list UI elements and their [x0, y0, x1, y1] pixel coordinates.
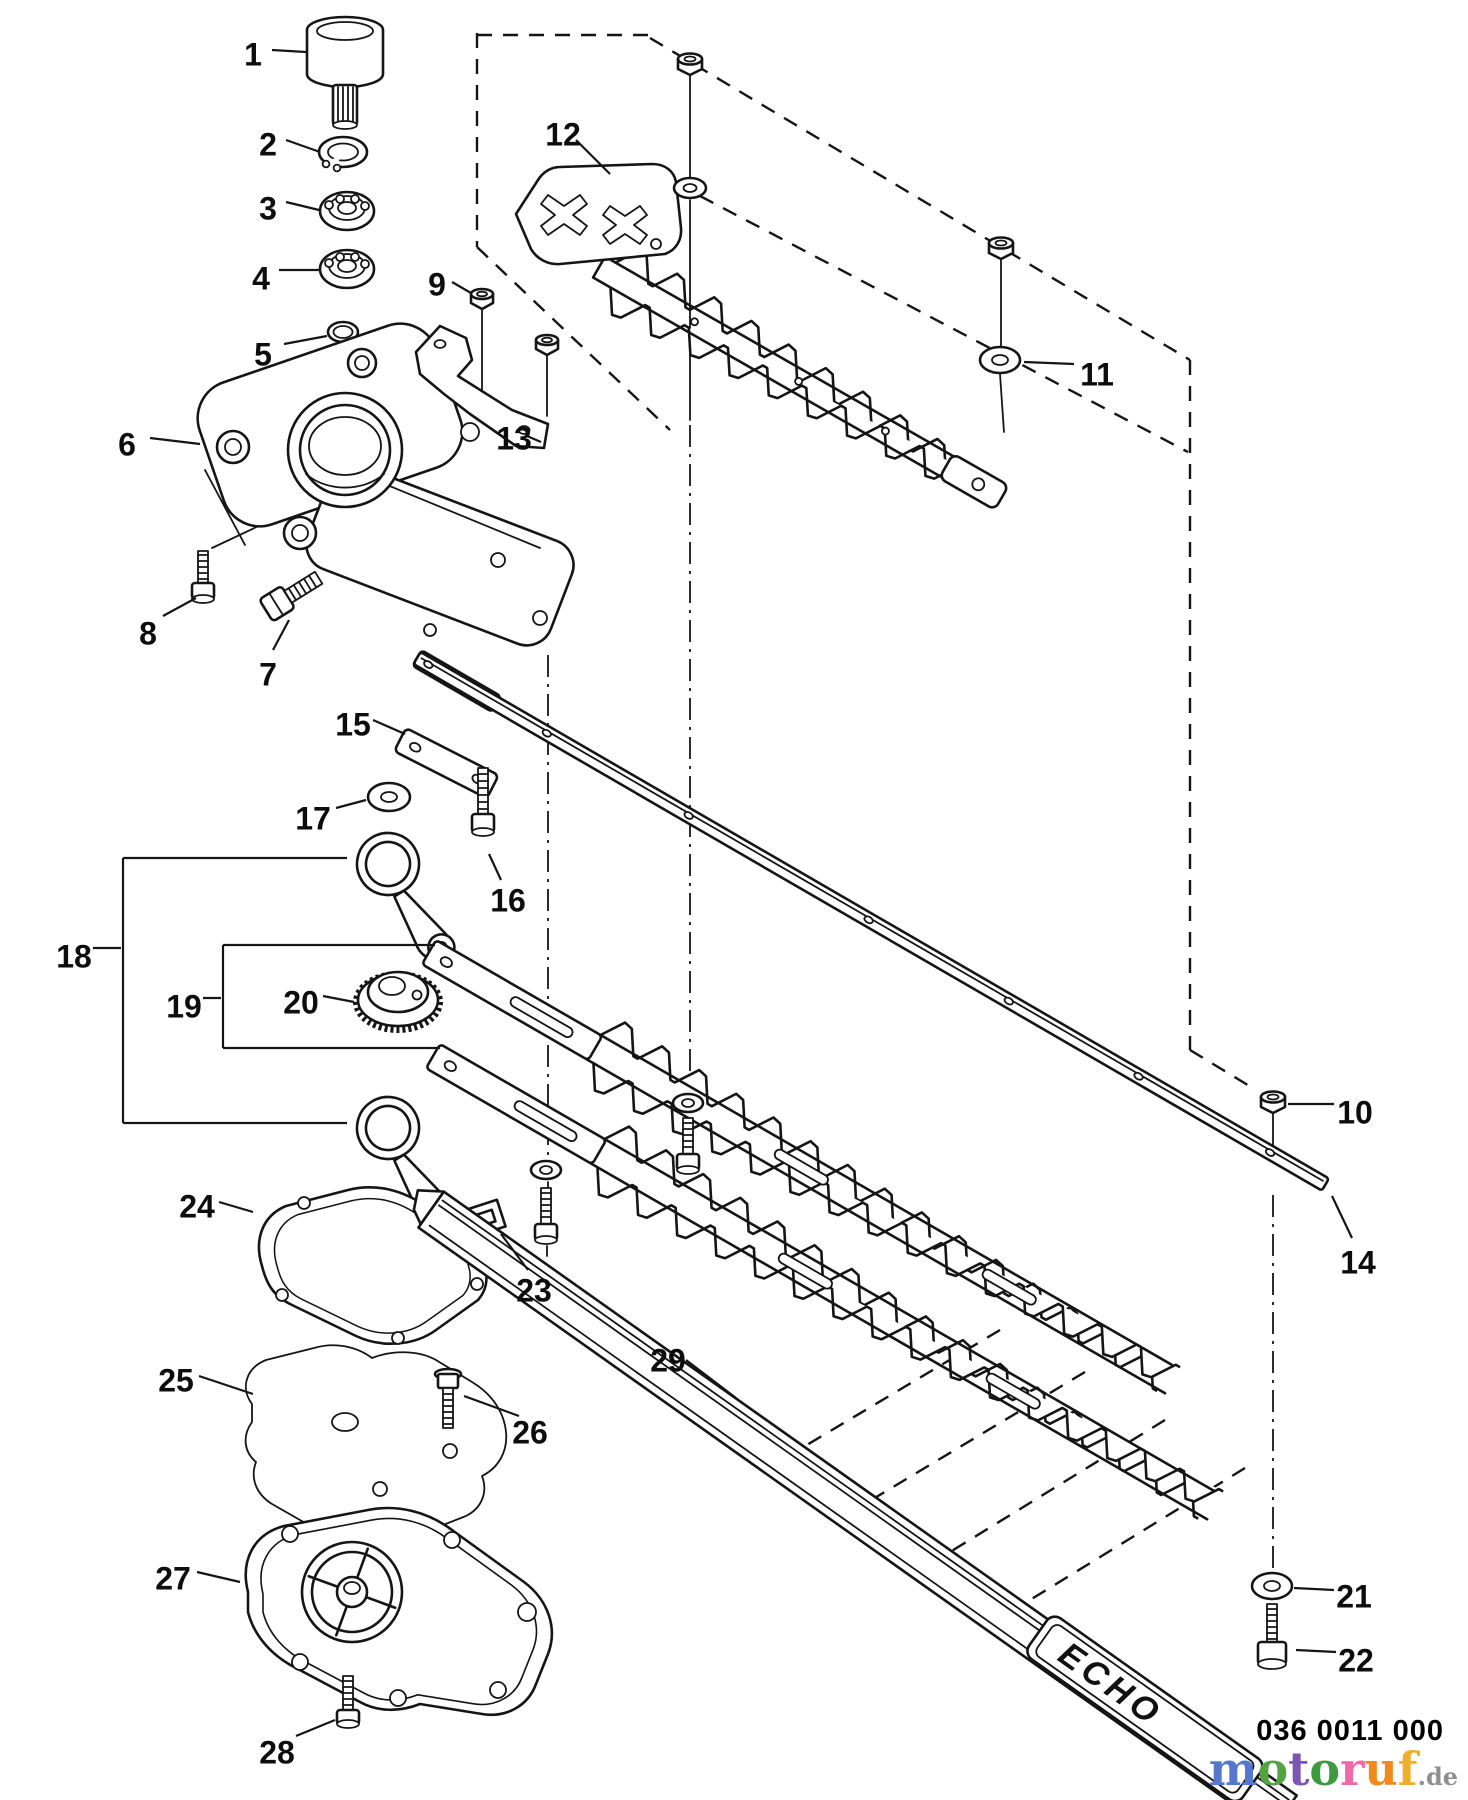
watermark-letter: m: [1208, 1742, 1258, 1796]
watermark-suffix: .de: [1417, 1762, 1458, 1791]
watermark-letter: f: [1397, 1742, 1418, 1796]
part-label-15: 15: [335, 706, 371, 743]
part-6-gear-case: [187, 313, 581, 653]
part-21-washer: [1252, 1573, 1292, 1599]
part-9-nut: [471, 289, 493, 309]
projection-dashes-to-sheath: [790, 1330, 1245, 1600]
watermark-letter: r: [1340, 1742, 1365, 1796]
middle-cutter-blade-upper: [411, 920, 1191, 1413]
part-label-7: 7: [259, 656, 277, 693]
part-label-18: 18: [56, 938, 92, 975]
part-label-11: 11: [1080, 356, 1114, 393]
part-label-2: 2: [259, 126, 277, 163]
part-label-5: 5: [254, 336, 272, 373]
part-4-bearing: [320, 250, 374, 288]
part-label-24: 24: [179, 1188, 215, 1225]
part-label-16: 16: [490, 882, 526, 919]
part-label-27: 27: [155, 1560, 191, 1597]
part-label-13: 13: [496, 420, 532, 457]
part-20-eccentric-gear: [356, 972, 440, 1030]
part-label-6: 6: [118, 426, 136, 463]
motoruf-watermark-logo: [1209, 1742, 1458, 1796]
part-3-bearing: [320, 192, 374, 230]
part-label-21: 21: [1336, 1578, 1372, 1615]
part-label-28: 28: [259, 1734, 295, 1771]
part-label-20: 20: [283, 984, 319, 1021]
part-label-12: 12: [545, 116, 581, 153]
part-10-nut: [1261, 1092, 1285, 1114]
part-label-10: 10: [1337, 1094, 1373, 1131]
part-9-nut-second: [536, 335, 558, 355]
connecting-rod-upper: [338, 826, 478, 964]
part-label-8: 8: [139, 615, 157, 652]
part-label-26: 26: [512, 1414, 548, 1451]
part-17-washer: [368, 783, 410, 811]
watermark-letter: u: [1364, 1742, 1398, 1796]
part-11-washer: [980, 347, 1020, 373]
part-label-3: 3: [259, 190, 277, 227]
part-label-29: 29: [650, 1342, 686, 1379]
part-label-23: 23: [516, 1272, 552, 1309]
footer: [1209, 1715, 1458, 1796]
part-label-1: 1: [244, 36, 262, 73]
watermark-letter: o: [1257, 1742, 1289, 1796]
part-11-nut: [989, 238, 1013, 260]
part-8-bolt: [192, 551, 214, 603]
part-27-blade-cover-plate: [246, 1508, 552, 1715]
diagram-part-code: 036 0011 000: [1256, 1715, 1444, 1747]
watermark-letter: t: [1288, 1742, 1310, 1796]
blade-mount-bolt-b: [535, 1188, 557, 1244]
part-label-14: 14: [1340, 1244, 1376, 1281]
top-blade-washer: [674, 178, 706, 198]
part-1-tension-knob: [307, 17, 383, 129]
echo-badge-text: ECHO: [1051, 1634, 1170, 1735]
blade-mount-washer-a: [673, 1094, 703, 1112]
part-29-blade-sheath: [395, 1172, 1302, 1800]
part-2-snap-ring: [318, 137, 367, 176]
top-blade-nut: [678, 54, 702, 76]
part-label-22: 22: [1338, 1642, 1374, 1679]
part-label-4: 4: [252, 260, 270, 297]
part-label-9: 9: [428, 266, 446, 303]
part-label-19: 19: [166, 988, 202, 1025]
part-label-17: 17: [295, 800, 331, 837]
part-22-bolt: [1258, 1604, 1286, 1669]
part-label-25: 25: [158, 1362, 194, 1399]
watermark-letter: o: [1309, 1742, 1341, 1796]
upper-cutter-blade: [582, 237, 1019, 528]
part-7-bolt: [259, 567, 325, 622]
blade-mount-washer-b: [531, 1161, 561, 1179]
part-12-blade-guide-plate: [516, 164, 681, 264]
